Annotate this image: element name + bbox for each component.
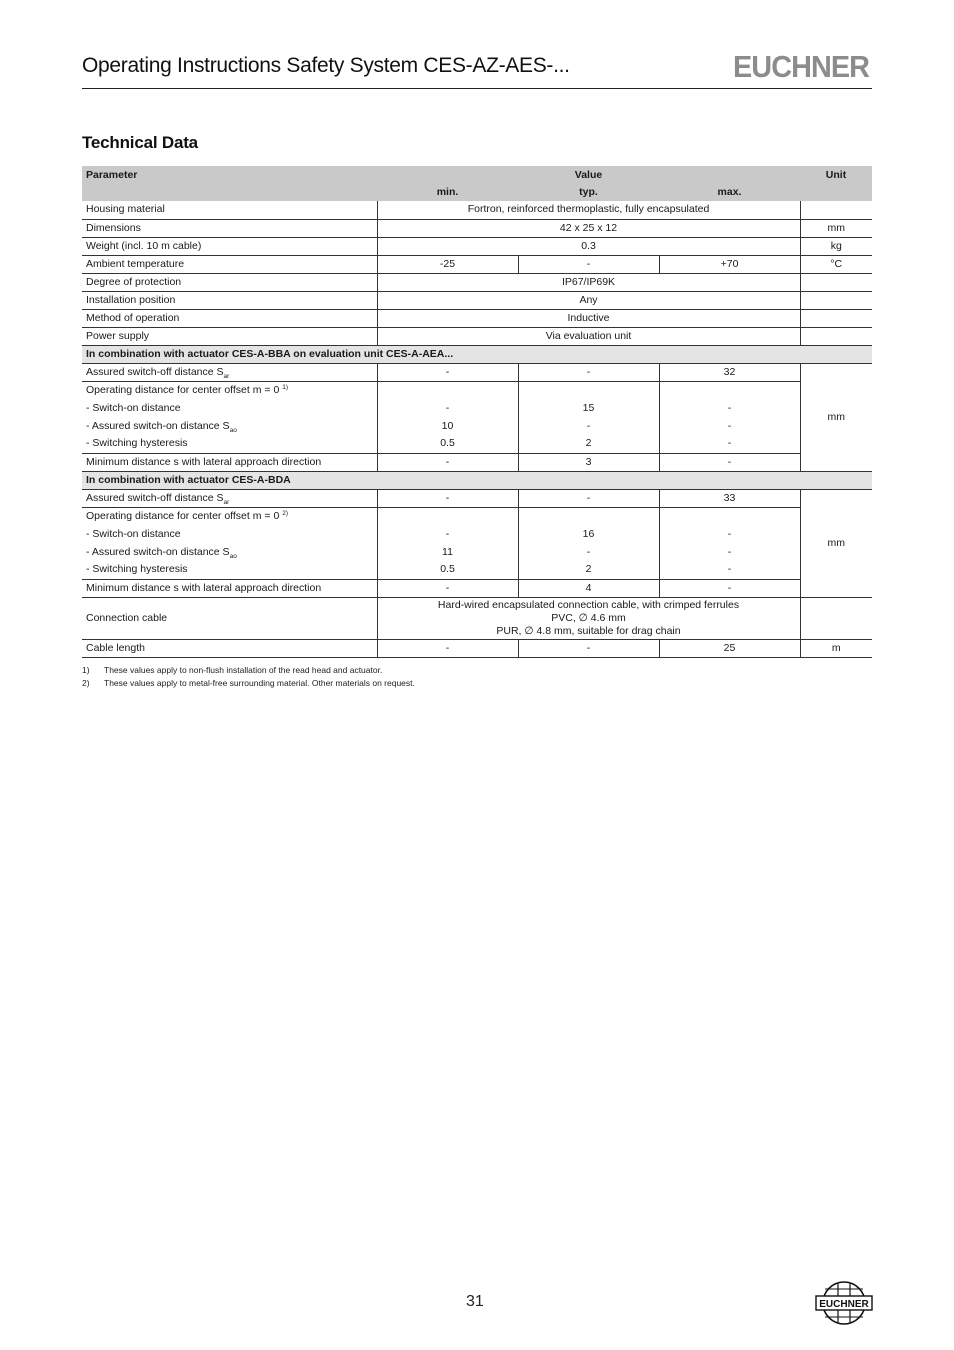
table-row	[82, 381, 872, 399]
svg-text:EUCHNER: EUCHNER	[819, 1299, 869, 1310]
row-min: -	[377, 525, 518, 543]
header-min: min.	[377, 183, 518, 201]
row-max: -	[659, 525, 800, 543]
row-label: Operating distance for center offset m = 0 $^{1)}$	[82, 381, 377, 399]
row-label: Assured switch-off distance $S_{ar}$	[82, 489, 377, 507]
row-value: IP67/IP69K	[377, 273, 800, 291]
table-row	[82, 507, 872, 525]
table-row	[82, 273, 872, 291]
table-row	[82, 237, 872, 255]
footnote: 1) These values apply to non-flush installation of the read head and actuator.	[82, 665, 383, 675]
row-unit: kg	[800, 237, 872, 255]
row-label: - Switch-on distance	[82, 399, 377, 417]
header-typ: typ.	[518, 183, 659, 201]
row-typ: -	[518, 543, 659, 561]
row-min: -	[377, 639, 518, 657]
row-max: +70	[659, 255, 800, 273]
row-min: 11	[377, 543, 518, 561]
table-row	[82, 639, 872, 657]
row-label: - Switching hysteresis	[82, 435, 377, 453]
footnote: 2) These values apply to metal-free surrounding material. Other materials on request.	[82, 678, 415, 688]
row-max: 32	[659, 363, 800, 381]
row-typ: -	[518, 255, 659, 273]
row-label: - Switch-on distance	[82, 525, 377, 543]
row-min: -25	[377, 255, 518, 273]
row-label: Power supply	[82, 327, 377, 345]
group-title: In combination with actuator CES-A-BDA	[82, 471, 872, 489]
group-header	[82, 471, 872, 489]
euchner-logo: EUCHNER	[733, 49, 870, 84]
technical-data-table	[82, 166, 872, 658]
row-value: Via evaluation unit	[377, 327, 800, 345]
group-title: In combination with actuator CES-A-BBA on evaluation unit CES-A-AEA...	[82, 345, 872, 363]
header-unit: Unit	[800, 166, 872, 183]
table-row	[82, 597, 872, 639]
row-unit: m	[800, 639, 872, 657]
row-min: -	[377, 579, 518, 597]
row-label: Weight (incl. 10 m cable)	[82, 237, 377, 255]
row-max: 33	[659, 489, 800, 507]
table-row	[82, 309, 872, 327]
document-title: Operating Instructions Safety System CES-AZ-AES-...	[82, 54, 570, 77]
row-label: Cable length	[82, 639, 377, 657]
row-min: -	[377, 363, 518, 381]
row-label: Degree of protection	[82, 273, 377, 291]
row-value: Any	[377, 291, 800, 309]
row-min: 0.5	[377, 435, 518, 453]
row-value: 0.3	[377, 237, 800, 255]
group-unit: mm	[800, 489, 872, 597]
header-max: max.	[659, 183, 800, 201]
row-typ: 2	[518, 435, 659, 453]
row-min: -	[377, 489, 518, 507]
row-unit	[800, 273, 872, 291]
row-typ: 4	[518, 579, 659, 597]
row-label: Assured switch-off distance $S_{ar}$	[82, 363, 377, 381]
row-typ: 2	[518, 561, 659, 579]
row-min: -	[377, 399, 518, 417]
row-max: -	[659, 435, 800, 453]
row-min: -	[377, 453, 518, 471]
table-row	[82, 489, 872, 507]
row-unit: mm	[800, 219, 872, 237]
row-typ: -	[518, 639, 659, 657]
row-label: - Assured switch-on distance $S_{ao}$	[82, 543, 377, 561]
euchner-seal-icon	[815, 1280, 873, 1326]
section-title: Technical Data	[82, 133, 198, 152]
header-divider	[82, 88, 872, 89]
row-typ: 3	[518, 453, 659, 471]
row-value: Fortron, reinforced thermoplastic, fully encapsulated	[377, 201, 800, 219]
row-max: -	[659, 417, 800, 435]
row-max: -	[659, 399, 800, 417]
row-value: 42 x 25 x 12	[377, 219, 800, 237]
table-row	[82, 255, 872, 273]
group-header	[82, 345, 872, 363]
row-label: Ambient temperature	[82, 255, 377, 273]
row-label: Installation position	[82, 291, 377, 309]
row-max: 25	[659, 639, 800, 657]
table-row	[82, 363, 872, 381]
row-label: Connection cable	[82, 597, 377, 639]
header-parameter: Parameter	[82, 166, 377, 183]
row-typ: -	[518, 417, 659, 435]
row-label: Operating distance for center offset m = 0 $^{2)}$	[82, 507, 377, 525]
row-unit	[800, 201, 872, 219]
row-unit	[800, 309, 872, 327]
row-value: Inductive	[377, 309, 800, 327]
table-row	[82, 453, 872, 471]
row-unit	[800, 327, 872, 345]
row-label: Method of operation	[82, 309, 377, 327]
row-label: Minimum distance s with lateral approach direction	[82, 453, 377, 471]
table-row	[82, 327, 872, 345]
table-row	[82, 561, 872, 579]
row-unit	[800, 597, 872, 639]
table-row	[82, 543, 872, 561]
header-value: Value	[377, 166, 800, 183]
row-max: -	[659, 579, 800, 597]
row-max: -	[659, 543, 800, 561]
table-row	[82, 219, 872, 237]
row-typ: 15	[518, 399, 659, 417]
row-typ: -	[518, 489, 659, 507]
table-row	[82, 291, 872, 309]
table-row	[82, 525, 872, 543]
row-unit: °C	[800, 255, 872, 273]
row-min: 0.5	[377, 561, 518, 579]
table-row	[82, 399, 872, 417]
table-row	[82, 579, 872, 597]
row-typ: -	[518, 363, 659, 381]
table-row	[82, 435, 872, 453]
row-unit	[800, 291, 872, 309]
row-typ: 16	[518, 525, 659, 543]
row-label: - Switching hysteresis	[82, 561, 377, 579]
row-value: Hard-wired encapsulated connection cable, with crimped ferrules PVC, ∅ 4.6 mm PUR, ∅ 4.8 mm, suitable for drag chain	[377, 597, 800, 639]
row-label: Dimensions	[82, 219, 377, 237]
row-label: - Assured switch-on distance $S_{ao}$	[82, 417, 377, 435]
footnotes	[82, 664, 415, 690]
table-row	[82, 201, 872, 219]
page-number: 31	[466, 1293, 484, 1310]
table-row	[82, 417, 872, 435]
group-unit: mm	[800, 363, 872, 471]
row-max: -	[659, 561, 800, 579]
row-label: Minimum distance s with lateral approach direction	[82, 579, 377, 597]
row-min: 10	[377, 417, 518, 435]
row-max: -	[659, 453, 800, 471]
row-label: Housing material	[82, 201, 377, 219]
